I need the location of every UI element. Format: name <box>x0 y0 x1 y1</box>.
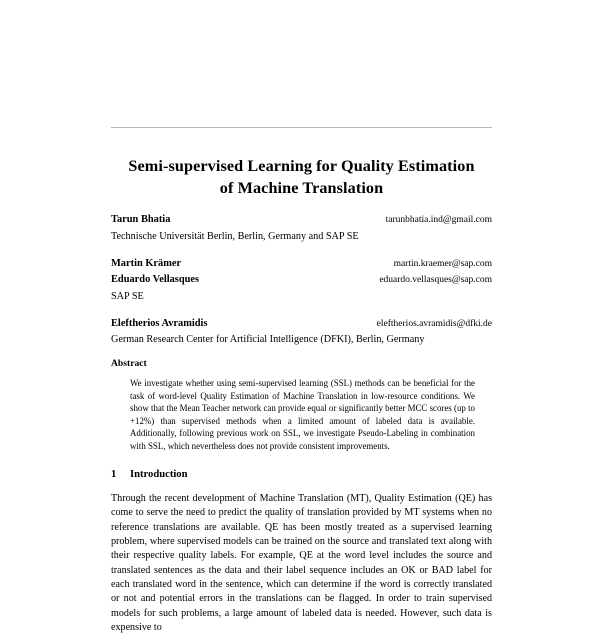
author-name: Martin Krämer <box>111 257 182 269</box>
author-entry <box>111 272 492 289</box>
header-divider-rule <box>111 127 492 128</box>
author-name: Tarun Bhatia <box>111 214 171 225</box>
author-email[interactable]: martin.kraemer@sap.com <box>393 258 492 269</box>
section-number: 1 <box>111 469 117 480</box>
author-affiliation: German Research Center for Artificial Intelligence (DFKI), Berlin, Germany <box>111 334 425 345</box>
section-title: Introduction <box>130 469 188 480</box>
abstract-heading: Abstract <box>111 358 147 369</box>
abstract-section <box>111 357 492 452</box>
author-affiliation: Technische Universität Berlin, Berlin, Germany and SAP SE <box>111 230 359 242</box>
page-title <box>111 155 492 199</box>
author-email[interactable]: eduardo.vellasques@sap.com <box>379 275 492 285</box>
author-entry <box>111 256 492 273</box>
author-entry <box>111 212 492 229</box>
author-group-3 <box>111 316 492 349</box>
author-email[interactable]: tarunbhatia.ind@gmail.com <box>385 215 492 225</box>
author-group-2 <box>111 256 492 305</box>
author-entry <box>111 316 492 333</box>
title-line-1: Semi-supervised Learning for Quality Estimation <box>128 157 475 175</box>
section-paragraph-introduction: Through the recent development of Machine Translation (MT), Quality Estimation (QE) has come to serve the need to predict the quality of translation provided by MT systems when no reference translations are available. QE has been mostly treated as a supervised learning problem, where supervised models can be trained on the source and translated text along with their respective quality labels. For example, QE at the word level includes the source and translated sentences as the data and their label sequence includes an OK or BAD label for each translated word in the sentence, which can determine if the word is correctly translated or not and potential errors in the translations can be flagged. In order to train supervised models for such problems, a large amount of labeled data is needed. However, such data is expensive to <box>111 493 492 634</box>
author-affiliation: SAP SE <box>111 290 144 302</box>
title-line-2: of Machine Translation <box>219 179 384 197</box>
author-block <box>111 212 492 359</box>
author-name: Eleftherios Avramidis <box>111 317 208 329</box>
author-name: Eduardo Vellasques <box>111 274 200 285</box>
author-group-1 <box>111 212 492 245</box>
author-email[interactable]: eleftherios.avramidis@dfki.de <box>376 318 492 329</box>
abstract-text: We investigate whether using semi-supervised learning (SSL) methods can be beneficial for the task of word-level Quality Estimation of Machine Translation in low-resource conditions. We show that the Mean Teacher network can provide equal or significantly better MCC scores (up to +12%) than supervised methods when a limited amount of labeled data is available. Additionally, following previous work on SSL, we investigate Pseudo-Labeling in combination with SSL, which nevertheless does not provide consistent improvements. <box>130 378 475 451</box>
section-heading-introduction <box>111 468 492 482</box>
